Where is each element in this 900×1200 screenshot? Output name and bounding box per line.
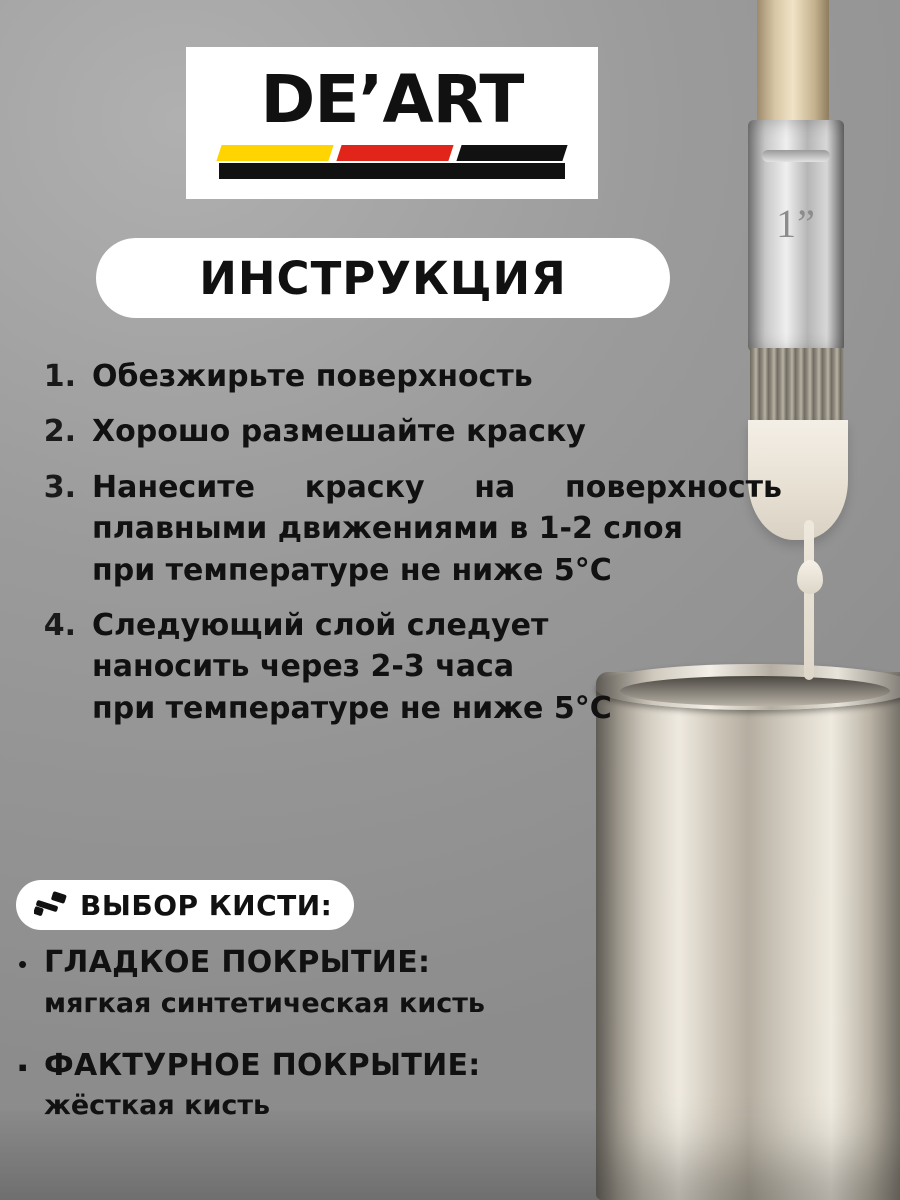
stripe-black-base [219, 163, 565, 179]
step-item [18, 411, 808, 452]
brush-handle [757, 0, 829, 122]
list-item [18, 1047, 678, 1124]
bullet-marker: ▪ [18, 1051, 28, 1082]
list-item-detail: мягкая синтетическая кисть [44, 987, 486, 1019]
brush-choice-label: ВЫБОР КИСТИ: [80, 888, 333, 922]
page-title-text: ИНСТРУКЦИЯ [199, 251, 567, 305]
stripe-red [336, 145, 453, 161]
step-item [18, 605, 808, 729]
brand-logo-text: DE’ART [260, 61, 524, 138]
steps-list [18, 356, 808, 743]
step-text-line: Следующий слой следует [92, 607, 549, 643]
paint-brush-icon [34, 891, 68, 919]
brand-logo [186, 47, 598, 199]
step-text: Хорошо размешайте краску [92, 414, 586, 450]
brand-logo-stripes [219, 143, 565, 179]
step-text-line: при температуре не ниже 5°C [92, 690, 612, 726]
page-title [96, 238, 670, 318]
step-number: 2. [43, 414, 76, 450]
list-item-title: ФАКТУРНОЕ ПОКРЫТИЕ: [44, 1047, 481, 1083]
step-text-line: при температуре не ниже 5°C [92, 552, 612, 588]
list-item-body [44, 1047, 481, 1124]
step-text: Обезжирьте поверхность [92, 359, 533, 394]
step-text-line: Нанесите краску на поверхность [92, 469, 782, 505]
list-item-body [44, 944, 485, 1021]
stripe-yellow [216, 145, 333, 161]
step-text-line: плавными движениями в 1-2 слоя [92, 511, 683, 547]
step-number: 1. [43, 359, 76, 394]
list-item [18, 944, 678, 1021]
step-number: 3. [43, 469, 76, 505]
step-item [18, 467, 808, 591]
brush-ferrule [748, 120, 844, 352]
brush-choice-header [16, 880, 354, 930]
bullet-marker: • [18, 949, 28, 979]
list-item-title: ГЛАДКОЕ ПОКРЫТИЕ: [44, 945, 431, 980]
brush-types-list [18, 944, 678, 1149]
step-item [18, 356, 808, 397]
step-number: 4. [43, 607, 76, 643]
step-text [92, 467, 782, 591]
step-text-line: наносить через 2-3 часа [92, 649, 515, 685]
stripe-black [456, 145, 567, 161]
list-item-detail: жёсткая кисть [44, 1090, 271, 1122]
step-text [92, 605, 612, 729]
